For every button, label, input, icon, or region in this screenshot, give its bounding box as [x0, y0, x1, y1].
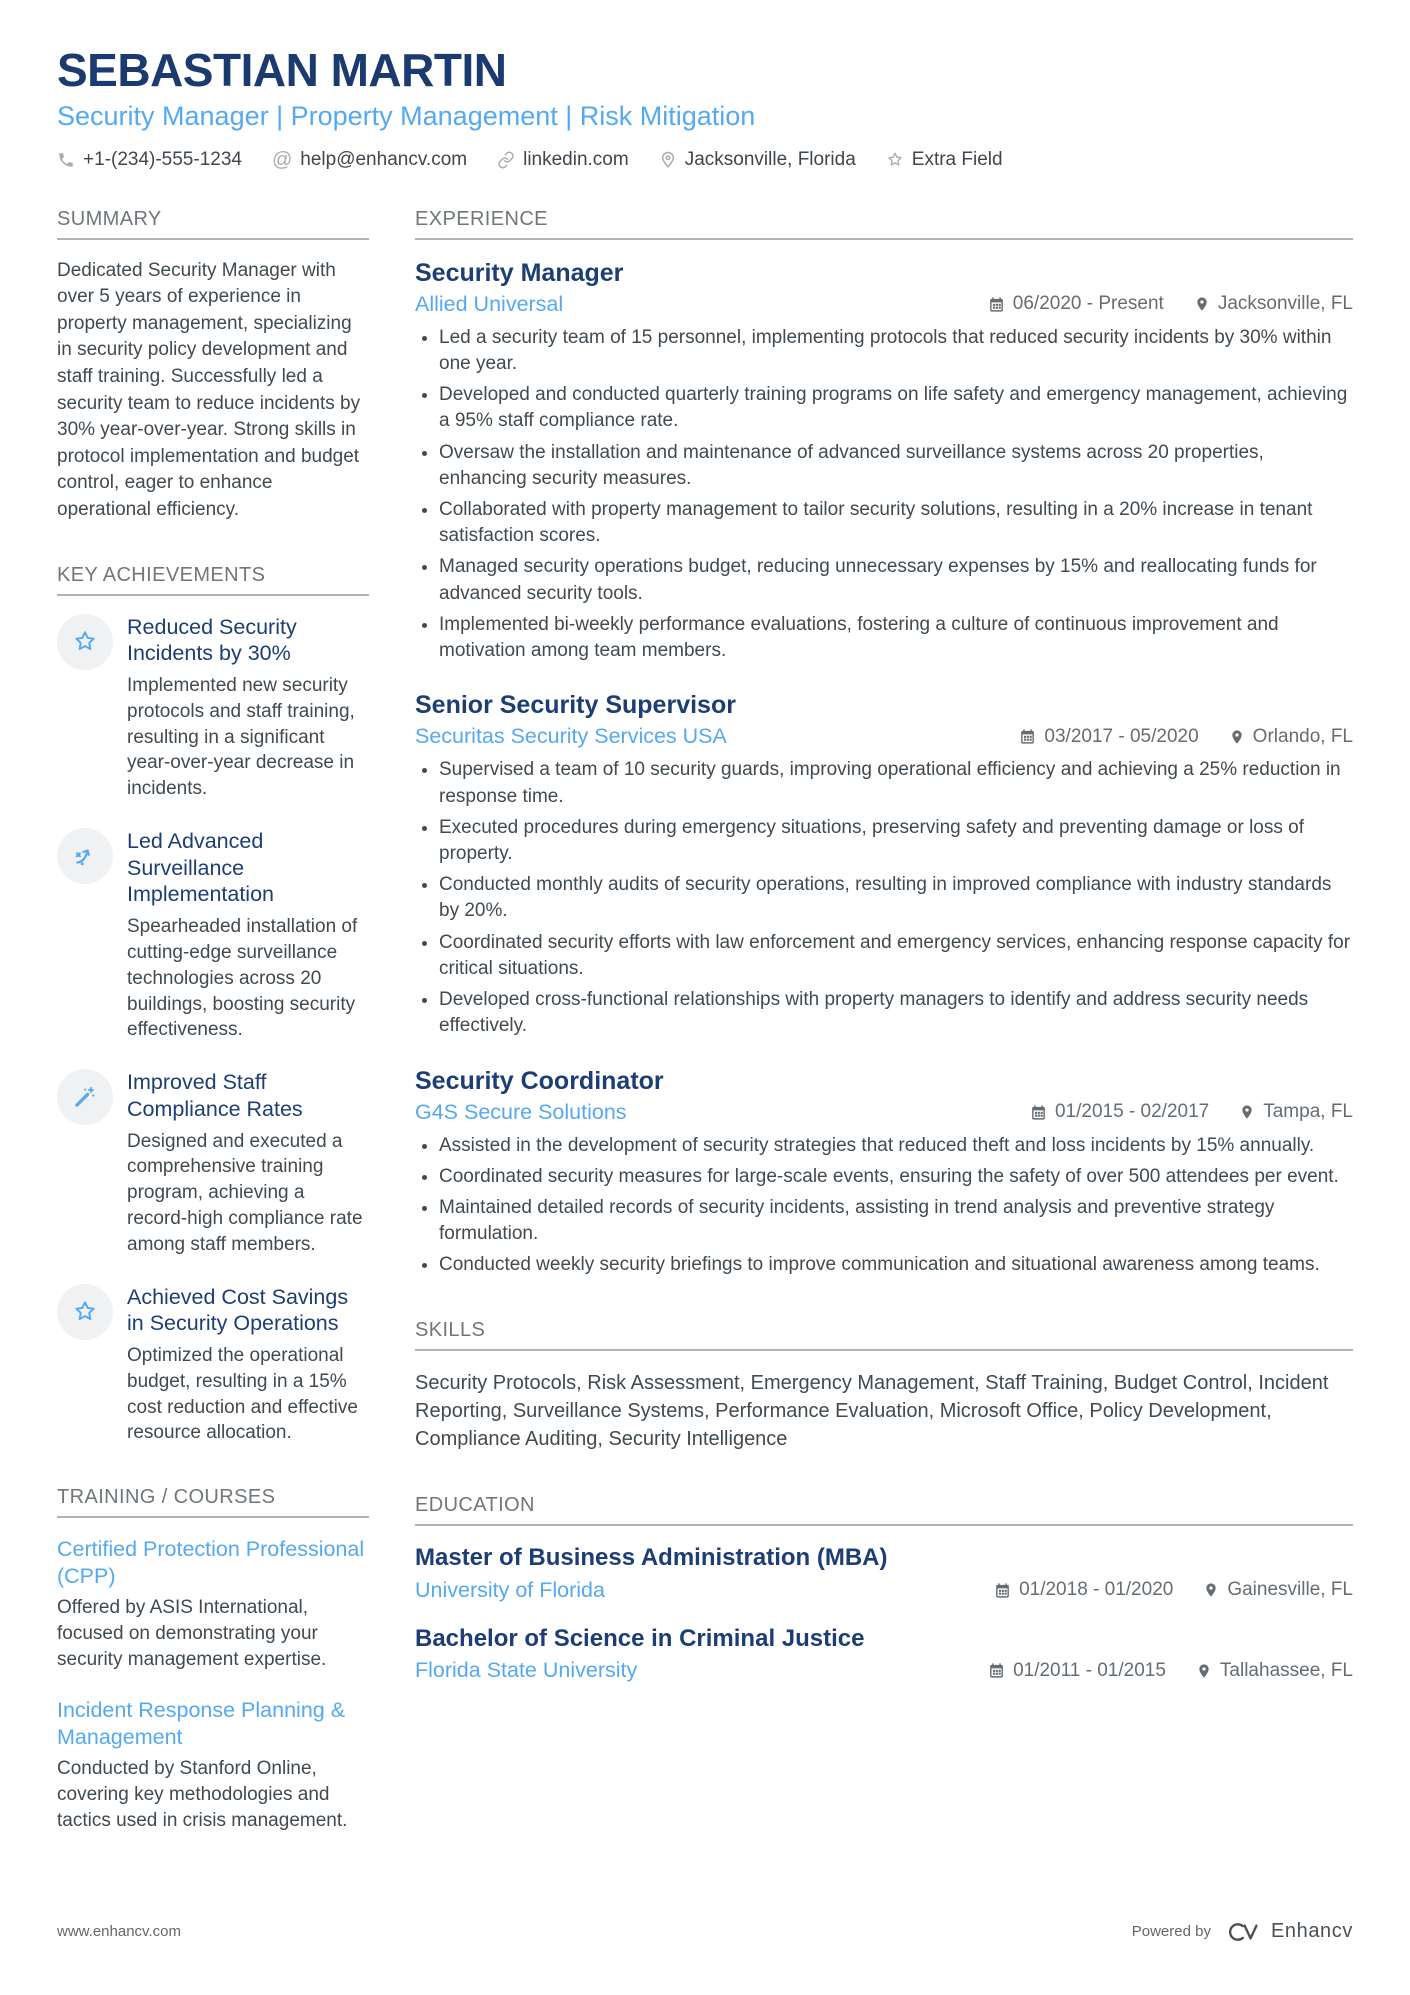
powered-by[interactable]	[1132, 1920, 1353, 1943]
school-name: Florida State University	[415, 1658, 638, 1683]
achievement-item	[57, 828, 369, 1043]
phone-icon	[57, 151, 75, 169]
linkedin-link[interactable]: linkedin.com	[523, 149, 629, 171]
achievements-heading: KEY ACHIEVEMENTS	[57, 564, 369, 596]
degree-item	[415, 1625, 1353, 1684]
job-title: Security Manager	[415, 258, 624, 287]
company-name: Securitas Security Services USA	[415, 724, 727, 749]
enhancv-logo-icon	[1221, 1921, 1261, 1943]
course-item	[57, 1536, 369, 1673]
pin-icon	[1194, 296, 1210, 312]
site-link[interactable]: www.enhancv.com	[57, 1923, 181, 1940]
degree-date: 01/2011 - 01/2015	[988, 1660, 1166, 1682]
job-bullet-list	[415, 1133, 1353, 1279]
job-location: Tampa, FL	[1239, 1101, 1353, 1123]
achievement-item	[57, 1284, 369, 1447]
pin-icon	[1239, 1104, 1255, 1120]
achievement-text: Designed and executed a comprehensive training program, achieving a record-high compliance rate among staff members.	[127, 1130, 363, 1255]
company-name: Allied Universal	[415, 291, 564, 316]
education-heading: EDUCATION	[415, 1494, 1353, 1526]
experience-bullet: • Conducted monthly audits of security operations, resulting in improved compliance with industry standards by 20%.	[439, 872, 1353, 924]
experience-section	[415, 208, 1353, 1279]
headline: Security Manager | Property Management | Risk Mitigation	[57, 101, 756, 132]
experience-bullet: • Implemented bi-weekly performance evaluations, fostering a culture of continuous improvement and motivation among team members.	[439, 612, 1353, 664]
achievement-title: Improved Staff Compliance Rates	[127, 1070, 303, 1121]
calendar-icon	[1030, 1104, 1047, 1121]
powered-by-label: Powered by	[1131, 1923, 1211, 1940]
experience-bullet: • Assisted in the development of security strategies that reduced theft and loss incidents by 15% annually.	[439, 1133, 1353, 1159]
experience-bullet: • Executed procedures during emergency situations, preserving safety and preventing damage or loss of property.	[439, 815, 1353, 867]
experience-bullet: • Managed security operations budget, reducing unnecessary expenses by 15% and reallocating funds for advanced security tools.	[439, 554, 1353, 606]
experience-bullet: • Maintained detailed records of security incidents, assisting in trend analysis and preventive strategy formulation.	[439, 1195, 1353, 1247]
footer	[57, 1920, 1353, 1943]
skills-heading: SKILLS	[415, 1319, 1353, 1351]
job-location: Orlando, FL	[1229, 726, 1353, 748]
degree-location: Tallahassee, FL	[1196, 1660, 1353, 1682]
experience-bullet: • Led a security team of 15 personnel, implementing protocols that reduced security incidents by 30% within one year.	[439, 325, 1353, 377]
course-text: Offered by ASIS International, focused on demonstrating your security management expertise.	[57, 1597, 327, 1671]
achievement-title: Reduced Security Incidents by 30%	[127, 614, 297, 666]
achievement-item	[57, 1069, 369, 1257]
degree-title: Master of Business Administration (MBA)	[415, 1543, 888, 1571]
brand-name: Enhancv	[1270, 1920, 1353, 1942]
summary-section	[57, 208, 369, 524]
degree-location: Gainesville, FL	[1203, 1579, 1353, 1601]
calendar-icon	[994, 1582, 1011, 1599]
extra-field-contact	[886, 149, 1003, 171]
experience-bullet: • Oversaw the installation and maintenance of advanced surveillance systems across 20 properties, enhancing security measures.	[439, 440, 1353, 492]
course-item	[57, 1697, 369, 1834]
job-date: 06/2020 - Present	[988, 293, 1164, 315]
achievement-text: Implemented new security protocols and staff training, resulting in a significant year-over-year decrease in incidents.	[127, 674, 355, 800]
calendar-icon	[988, 296, 1005, 313]
achievements-section	[57, 564, 369, 1447]
job-item	[415, 690, 1353, 1039]
experience-bullet: • Collaborated with property management to tailor security solutions, resulting in a 20% increase in tenant satisfaction scores.	[439, 497, 1353, 549]
star-icon	[57, 614, 113, 670]
degree-item	[415, 1544, 1353, 1603]
left-column	[57, 208, 369, 1874]
job-date: 01/2015 - 02/2017	[1030, 1101, 1209, 1123]
school-name: University of Florida	[415, 1577, 605, 1602]
job-date: 03/2017 - 05/2020	[1019, 726, 1198, 748]
skills-section	[415, 1319, 1353, 1454]
experience-bullet: • Developed cross-functional relationships with property managers to identify and address security needs effectively.	[439, 987, 1353, 1039]
job-title: Senior Security Supervisor	[415, 691, 736, 720]
achievement-title: Led Advanced Surveillance Implementation	[127, 829, 274, 907]
company-name: G4S Secure Solutions	[415, 1099, 627, 1124]
pin-icon	[1229, 729, 1245, 745]
achievement-title: Achieved Cost Savings in Security Operations	[127, 1284, 349, 1336]
extra-field-text: Extra Field	[911, 149, 1003, 171]
location-icon	[659, 151, 677, 169]
course-title: Incident Response Planning & Management	[57, 1697, 346, 1749]
course-text: Conducted by Stanford Online, covering key methodologies and tactics used in crisis management.	[57, 1758, 348, 1831]
achievement-item	[57, 614, 369, 802]
summary-text: Dedicated Security Manager with over 5 years of experience in property management, specializing in security policy development and staff training. Successfully led a security team to reduce incidents by 30% year-over-year. Strong skills in protocol implementation and budget control, eager to enhance operational efficiency.	[57, 259, 361, 521]
experience-bullet: • Coordinated security measures for large-scale events, ensuring the safety of over 500 attendees per event.	[439, 1164, 1353, 1190]
pin-icon	[1203, 1582, 1219, 1598]
degree-date: 01/2018 - 01/2020	[994, 1579, 1173, 1601]
job-bullet-list	[415, 757, 1353, 1039]
star-icon	[886, 151, 904, 169]
education-section	[415, 1494, 1353, 1684]
phone-text: +1-(234)-555-1234	[83, 149, 242, 171]
experience-bullet: • Developed and conducted quarterly training programs on life safety and emergency management, achieving a 95% staff compliance rate.	[439, 382, 1353, 434]
at-icon: @	[271, 148, 293, 171]
job-location: Jacksonville, FL	[1194, 293, 1353, 315]
experience-heading: EXPERIENCE	[415, 208, 1353, 240]
email-contact[interactable]	[272, 149, 467, 172]
calendar-icon	[1019, 728, 1036, 745]
email-link[interactable]: help@enhancv.com	[300, 149, 468, 171]
job-title: Security Coordinator	[415, 1066, 664, 1095]
calendar-icon	[988, 1662, 1005, 1679]
linkedin-contact[interactable]	[497, 149, 629, 171]
right-column	[415, 208, 1353, 1874]
training-heading: TRAINING / COURSES	[57, 1486, 369, 1518]
route-trend-icon	[57, 828, 113, 884]
training-section	[57, 1486, 369, 1833]
experience-bullet: • Supervised a team of 10 security guards, improving operational efficiency and achieving a 25% reduction in response time.	[439, 757, 1353, 809]
pin-icon	[1196, 1663, 1212, 1679]
achievement-text: Spearheaded installation of cutting-edge surveillance technologies across 20 buildings, boosting security effectiveness.	[127, 916, 358, 1041]
name-heading: SEBASTIAN MARTIN	[57, 44, 507, 96]
location-text: Jacksonville, Florida	[684, 149, 856, 171]
summary-heading: SUMMARY	[57, 208, 369, 240]
skills-text: Security Protocols, Risk Assessment, Emergency Management, Staff Training, Budget Control, Incident Reporting, Surveillance Systems, Performance Evaluation, Microsoft Office, Policy Development, Compliance Auditing, Security Intelligence	[415, 1371, 1329, 1451]
degree-title: Bachelor of Science in Criminal Justice	[415, 1624, 865, 1652]
job-bullet-list	[415, 325, 1353, 665]
achievement-text: Optimized the operational budget, resulting in a 15% cost reduction and effective resource allocation.	[127, 1344, 358, 1444]
star-icon	[57, 1284, 113, 1340]
job-item	[415, 1066, 1353, 1279]
experience-bullet: • Conducted weekly security briefings to improve communication and situational awareness among teams.	[439, 1252, 1353, 1278]
link-icon	[497, 151, 515, 169]
location-contact	[659, 149, 856, 171]
magic-wand-icon	[57, 1069, 113, 1125]
course-title: Certified Protection Professional (CPP)	[57, 1537, 365, 1589]
contact-row	[57, 149, 1353, 172]
job-item	[415, 258, 1353, 665]
phone-contact	[57, 149, 242, 171]
experience-bullet: • Coordinated security efforts with law enforcement and emergency services, enhancing response capacity for critical situations.	[439, 930, 1353, 982]
